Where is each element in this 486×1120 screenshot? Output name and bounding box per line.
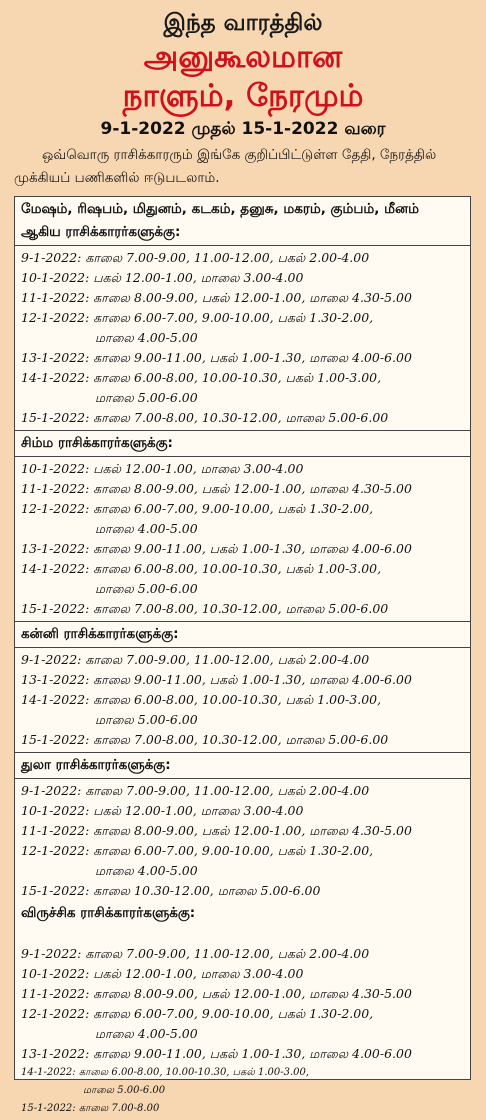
section-simmam: [15, 431, 470, 622]
schedule-row-continuation: மாலை 4.00-5.00: [95, 1026, 198, 1041]
schedule-row-text: 9-1-2022: காலை 7.00-9.00, 11.00-12.00, பகல் 2.00-4.00: [21, 652, 370, 667]
schedule-row-text: 13-1-2022: காலை 9.00-11.00, பகல் 1.00-1.30, மாலை 4.00-6.00: [21, 1046, 412, 1061]
schedule-row: [21, 801, 466, 821]
schedule-row: [21, 1064, 466, 1100]
schedule-row: [21, 650, 466, 670]
schedule-row: [21, 730, 466, 750]
schedule-row: [21, 881, 466, 901]
schedule-row: [21, 781, 466, 801]
schedule-row: [21, 248, 466, 268]
schedule-row-text: 9-1-2022: காலை 7.00-9.00, 11.00-12.00, பகல் 2.00-4.00: [21, 946, 370, 961]
schedule-row-text: 9-1-2022: காலை 7.00-9.00, 11.00-12.00, பகல் 2.00-4.00: [21, 250, 370, 265]
schedule-row: [21, 944, 466, 964]
schedule-row-text: 11-1-2022: காலை 8.00-9.00, பகல் 12.00-1.00, மாலை 4.30-5.00: [21, 986, 412, 1001]
schedule-row-text: 13-1-2022: காலை 9.00-11.00, பகல் 1.00-1.30, மாலை 4.00-6.00: [21, 541, 412, 556]
schedule-row-text: 10-1-2022: பகல் 12.00-1.00, மாலை 3.00-4.00: [21, 966, 304, 981]
schedule-row-text: 11-1-2022: காலை 8.00-9.00, பகல் 12.00-1.00, மாலை 4.30-5.00: [21, 481, 412, 496]
schedule-row-continuation: மாலை 4.00-5.00: [95, 521, 198, 536]
schedule-row: [21, 499, 466, 539]
schedule-row: [21, 984, 466, 1004]
schedule-row: [21, 670, 466, 690]
schedule-row-text: 10-1-2022: பகல் 12.00-1.00, மாலை 3.00-4.00: [21, 803, 304, 818]
schedule-row: [21, 964, 466, 984]
schedule-row-text: 11-1-2022: காலை 8.00-9.00, பகல் 12.00-1.00, மாலை 4.30-5.00: [21, 823, 412, 838]
schedule-row-text: 12-1-2022: காலை 6.00-7.00, 9.00-10.00, பகல் 1.30-2.00,: [21, 843, 374, 858]
schedule-row-text: 15-1-2022: காலை 7.00-8.00, 10.30-12.00, மாலை 5.00-6.00: [21, 410, 389, 425]
schedule-row: [21, 559, 466, 599]
section-title: துலா ராசிக்காரர்களுக்கு:: [21, 757, 171, 773]
schedule-row: [21, 599, 466, 619]
schedule-row-continuation: மாலை 5.00-6.00: [95, 581, 198, 596]
schedule-row: [21, 288, 466, 308]
schedule-row-continuation: மாலை 5.00-6.00: [95, 712, 198, 727]
schedule-row-text: 15-1-2022: காலை 7.00-8.00: [21, 1103, 160, 1114]
schedule-row-continuation: மாலை 4.00-5.00: [95, 863, 198, 878]
headline-1: அனுகூலமான: [143, 39, 343, 75]
schedule-row: [21, 348, 466, 368]
schedule-row: [21, 821, 466, 841]
schedule-row-text: 15-1-2022: காலை 7.00-8.00, 10.30-12.00, மாலை 5.00-6.00: [21, 732, 389, 747]
schedule-row: [21, 368, 466, 408]
schedule-row-continuation: மாலை 5.00-6.00: [95, 390, 198, 405]
schedule-row: [21, 1004, 466, 1044]
schedule-row: [21, 1100, 466, 1118]
schedule-row-text: 15-1-2022: காலை 10.30-12.00, மாலை 5.00-6.00: [21, 883, 321, 898]
schedule-row-text: 14-1-2022: காலை 6.00-8.00, 10.00-10.30, பகல் 1.00-3.00,: [21, 692, 382, 707]
date-range: 9-1-2022 முதல் 15-1-2022 வரை: [100, 119, 386, 139]
section-kanni: [15, 622, 470, 753]
spacer: [21, 924, 466, 940]
header-line-1: இந்த வாரத்தில்: [163, 10, 323, 36]
schedule-row: [21, 408, 466, 428]
section-title: சிம்ம ராசிக்காரர்களுக்கு:: [21, 435, 173, 451]
intro: [0, 140, 486, 196]
schedule-row: [21, 459, 466, 479]
schedule-row: [21, 308, 466, 348]
schedule-row: [21, 1044, 466, 1064]
schedule-box: [14, 196, 471, 1114]
schedule-row-text: 13-1-2022: காலை 9.00-11.00, பகல் 1.00-1.30, மாலை 4.00-6.00: [21, 350, 412, 365]
section-title: மேஷம், ரிஷபம், மிதுனம், கடகம், தனுசு, மகரம், கும்பம், மீனம்: [21, 201, 419, 217]
schedule-row-continuation: மாலை 5.00-6.00: [83, 1085, 166, 1096]
rows: [15, 245, 470, 428]
section-title-2: ஆகிய ராசிக்காரர்களுக்கு:: [21, 224, 181, 240]
schedule-row-text: 11-1-2022: காலை 8.00-9.00, பகல் 12.00-1.00, மாலை 4.30-5.00: [21, 290, 412, 305]
section-group-1: [15, 197, 470, 431]
schedule-row: [21, 690, 466, 730]
schedule-row-text: 14-1-2022: காலை 6.00-8.00, 10.00-10.30, பகல் 1.00-3.00,: [21, 370, 382, 385]
headline-2: நாளும், நேரமும்: [122, 78, 364, 114]
rows: [15, 456, 470, 619]
schedule-row-text: 14-1-2022: காலை 6.00-8.00, 10.00-10.30, பகல் 1.00-3.00,: [21, 561, 382, 576]
rows: [15, 647, 470, 750]
rows: [15, 778, 470, 901]
schedule-row-text: 15-1-2022: காலை 7.00-8.00, 10.30-12.00, மாலை 5.00-6.00: [21, 601, 389, 616]
schedule-row: [21, 841, 466, 881]
schedule-row-text: 12-1-2022: காலை 6.00-7.00, 9.00-10.00, பகல் 1.30-2.00,: [21, 1006, 374, 1021]
schedule-row-continuation: மாலை 4.00-5.00: [95, 330, 198, 345]
section-title: கன்னி ராசிக்காரர்களுக்கு:: [21, 626, 179, 642]
schedule-row-text: 12-1-2022: காலை 6.00-7.00, 9.00-10.00, பகல் 1.30-2.00,: [21, 501, 374, 516]
schedule-row: [21, 268, 466, 288]
header: [0, 0, 486, 140]
schedule-row-text: 9-1-2022: காலை 7.00-9.00, 11.00-12.00, பகல் 2.00-4.00: [21, 783, 370, 798]
intro-text: ஒவ்வொரு ராசிக்காரரும் இங்கே குறிப்பிட்டுள்ள தேதி, நேரத்தில் முக்கியப் பணிகளில் ஈடுபடலாம்.: [14, 147, 437, 186]
section-subtitle-viruchigam: விருச்சிக ராசிக்காரர்களுக்கு:: [21, 905, 196, 921]
schedule-row: [21, 479, 466, 499]
schedule-row-text: 10-1-2022: பகல் 12.00-1.00, மாலை 3.00-4.00: [21, 461, 304, 476]
schedule-row-text: 14-1-2022: காலை 6.00-8.00, 10.00-10.30, பகல் 1.00-3.00,: [21, 1067, 310, 1078]
schedule-row: [21, 539, 466, 559]
schedule-row-text: 12-1-2022: காலை 6.00-7.00, 9.00-10.00, பகல் 1.30-2.00,: [21, 310, 374, 325]
section-thula: [15, 753, 470, 1120]
rows-viruchigam: [15, 942, 470, 1118]
schedule-row-text: 13-1-2022: காலை 9.00-11.00, பகல் 1.00-1.30, மாலை 4.00-6.00: [21, 672, 412, 687]
schedule-row-text: 10-1-2022: பகல் 12.00-1.00, மாலை 3.00-4.00: [21, 270, 304, 285]
